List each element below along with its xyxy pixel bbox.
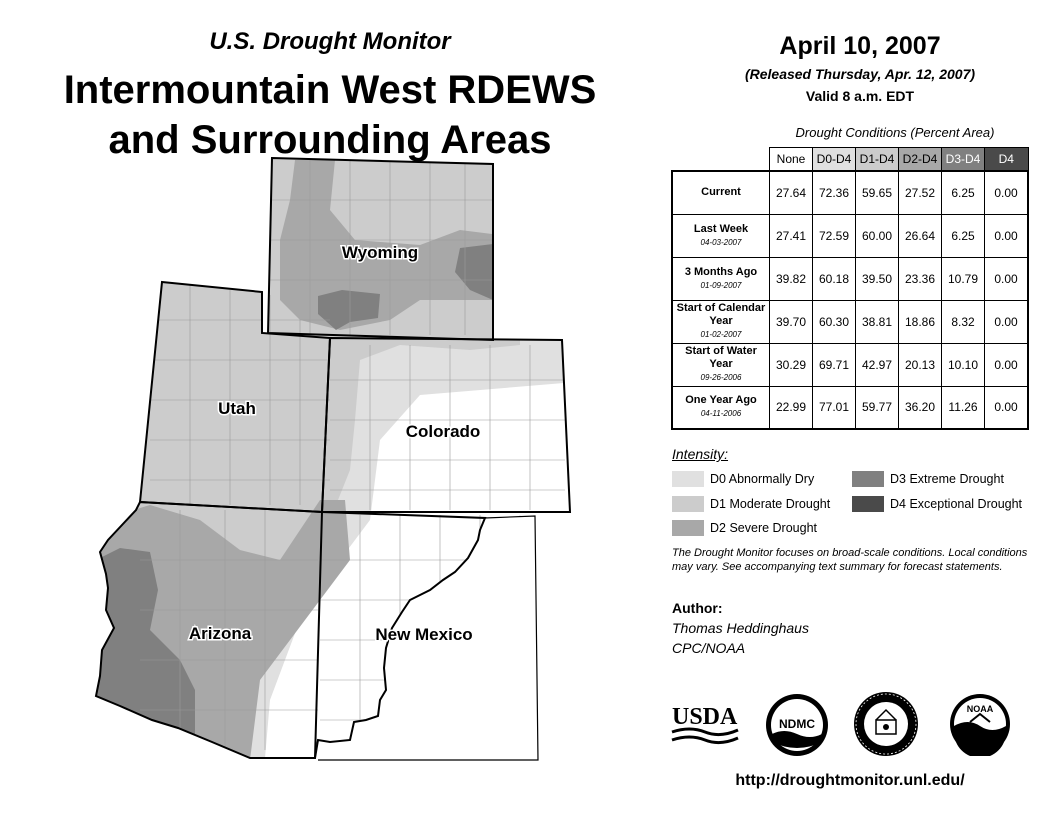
author-org: CPC/NOAA xyxy=(672,640,746,656)
table-cell: 11.26 xyxy=(942,386,985,429)
table-body xyxy=(672,171,1028,429)
col-header-d4: D4 xyxy=(985,148,1029,172)
table-cell: 60.30 xyxy=(813,300,856,343)
state-label-utah: Utah xyxy=(218,399,256,418)
legend-label-d1: D1 Moderate Drought xyxy=(710,497,831,511)
table-cell: 77.01 xyxy=(813,386,856,429)
release-date: (Released Thursday, Apr. 12, 2007) xyxy=(744,66,976,82)
col-header-d3-d4: D3-D4 xyxy=(942,148,985,172)
table-cell: 0.00 xyxy=(985,343,1029,386)
table-cell: 30.29 xyxy=(770,343,813,386)
table-cell: 72.59 xyxy=(813,214,856,257)
commerce-seal-logo xyxy=(852,690,920,758)
row-label xyxy=(672,386,770,429)
map-title-line-1: Intermountain West RDEWS xyxy=(63,68,597,112)
table-caption: Drought Conditions (Percent Area) xyxy=(795,125,995,140)
table-cell: 36.20 xyxy=(899,386,942,429)
table-cell: 59.65 xyxy=(856,171,899,214)
state-label-colorado: Colorado xyxy=(405,422,481,441)
disclaimer-note: The Drought Monitor focuses on broad-scale conditions. Local conditions may vary. See accompanying text summary for forecast statements. xyxy=(672,547,1028,573)
ndmc-logo-text: NDMC xyxy=(779,717,815,731)
row-label-text: Start of Calendar Year xyxy=(676,302,766,327)
row-label xyxy=(672,257,770,300)
drought-map xyxy=(0,150,660,816)
table-cell: 6.25 xyxy=(942,171,985,214)
row-date: 04-11-2006 xyxy=(700,409,742,419)
legend-swatch-d4 xyxy=(852,496,884,512)
table-cell: 22.99 xyxy=(770,386,813,429)
legend-label-d0: D0 Abnormally Dry xyxy=(710,472,815,486)
noaa-logo xyxy=(948,692,1012,756)
table-row xyxy=(672,214,1028,257)
legend-swatch-d0 xyxy=(672,471,704,487)
table-cell: 0.00 xyxy=(985,300,1029,343)
row-label-text: One Year Ago xyxy=(685,394,757,407)
table-header-row xyxy=(672,148,1028,172)
table-cell: 10.10 xyxy=(942,343,985,386)
table-cell: 27.52 xyxy=(899,171,942,214)
drought-conditions-table xyxy=(671,147,1029,430)
table-cell: 42.97 xyxy=(856,343,899,386)
report-date: April 10, 2007 xyxy=(779,32,941,60)
table-cell: 23.36 xyxy=(899,257,942,300)
state-label-wyoming: Wyoming xyxy=(341,243,419,262)
row-label xyxy=(672,300,770,343)
legend-item-d4 xyxy=(852,496,1022,512)
table-cell: 27.41 xyxy=(770,214,813,257)
map-title-line-2: and Surrounding Areas xyxy=(108,118,552,162)
table-row xyxy=(672,343,1028,386)
table-cell: 27.64 xyxy=(770,171,813,214)
table-cell: 0.00 xyxy=(985,257,1029,300)
table-cell: 69.71 xyxy=(813,343,856,386)
state-label-new-mexico: New Mexico xyxy=(375,625,473,644)
table-cell: 8.32 xyxy=(942,300,985,343)
table-row xyxy=(672,386,1028,429)
table-cell: 26.64 xyxy=(899,214,942,257)
legend-swatch-d1 xyxy=(672,496,704,512)
table-cell: 20.13 xyxy=(899,343,942,386)
noaa-logo-text: NOAA xyxy=(966,704,994,714)
table-cell: 39.82 xyxy=(770,257,813,300)
row-date: 09-26-2006 xyxy=(700,373,742,382)
row-date: 01-09-2007 xyxy=(700,280,742,290)
table-cell: 60.00 xyxy=(856,214,899,257)
legend-item-d3 xyxy=(852,471,1004,487)
table-cell: 72.36 xyxy=(813,171,856,214)
table-cell: 6.25 xyxy=(942,214,985,257)
table-corner xyxy=(672,148,770,172)
col-header-none: None xyxy=(770,148,813,172)
state-label-arizona: Arizona xyxy=(188,624,252,643)
table-row xyxy=(672,300,1028,343)
table-row xyxy=(672,257,1028,300)
row-label xyxy=(672,343,770,386)
legend-swatch-d3 xyxy=(852,471,884,487)
table-cell: 10.79 xyxy=(942,257,985,300)
legend-label-d2: D2 Severe Drought xyxy=(710,521,818,535)
legend-title: Intensity: xyxy=(672,446,729,462)
row-label-text: 3 Months Ago xyxy=(684,265,758,278)
author-heading: Author: xyxy=(672,600,723,616)
row-date: 01-02-2007 xyxy=(700,330,742,339)
footer-url-link[interactable]: http://droughtmonitor.unl.edu/ xyxy=(735,772,965,789)
row-label-text: Start of Water Year xyxy=(685,345,757,370)
map-subtitle: U.S. Drought Monitor xyxy=(209,28,451,55)
table-cell: 0.00 xyxy=(985,171,1029,214)
legend-label-d4: D4 Exceptional Drought xyxy=(890,497,1023,511)
row-label xyxy=(672,171,770,214)
usda-logo xyxy=(670,700,740,750)
legend-label-d3: D3 Extreme Drought xyxy=(890,472,1004,486)
legend-item-d2 xyxy=(672,520,817,536)
table-cell: 18.86 xyxy=(899,300,942,343)
valid-time: Valid 8 a.m. EDT xyxy=(805,88,915,104)
table-row xyxy=(672,171,1028,214)
table-cell: 38.81 xyxy=(856,300,899,343)
col-header-d0-d4: D0-D4 xyxy=(813,148,856,172)
col-header-d1-d4: D1-D4 xyxy=(856,148,899,172)
col-header-d2-d4: D2-D4 xyxy=(899,148,942,172)
table-cell: 59.77 xyxy=(856,386,899,429)
table-cell: 0.00 xyxy=(985,386,1029,429)
legend-swatch-d2 xyxy=(672,520,704,536)
ndmc-logo xyxy=(764,692,830,758)
author-name: Thomas Heddinghaus xyxy=(672,620,809,636)
row-label-text: Current xyxy=(701,186,741,199)
table-cell: 39.70 xyxy=(770,300,813,343)
row-date: 04-03-2007 xyxy=(700,237,742,247)
usda-logo-text: USDA xyxy=(672,704,738,730)
table-cell: 0.00 xyxy=(985,214,1029,257)
row-label xyxy=(672,214,770,257)
legend-item-d1 xyxy=(672,496,830,512)
row-label-text: Last Week xyxy=(693,222,749,235)
legend-item-d0 xyxy=(672,471,814,487)
table-cell: 60.18 xyxy=(813,257,856,300)
table-cell: 39.50 xyxy=(856,257,899,300)
